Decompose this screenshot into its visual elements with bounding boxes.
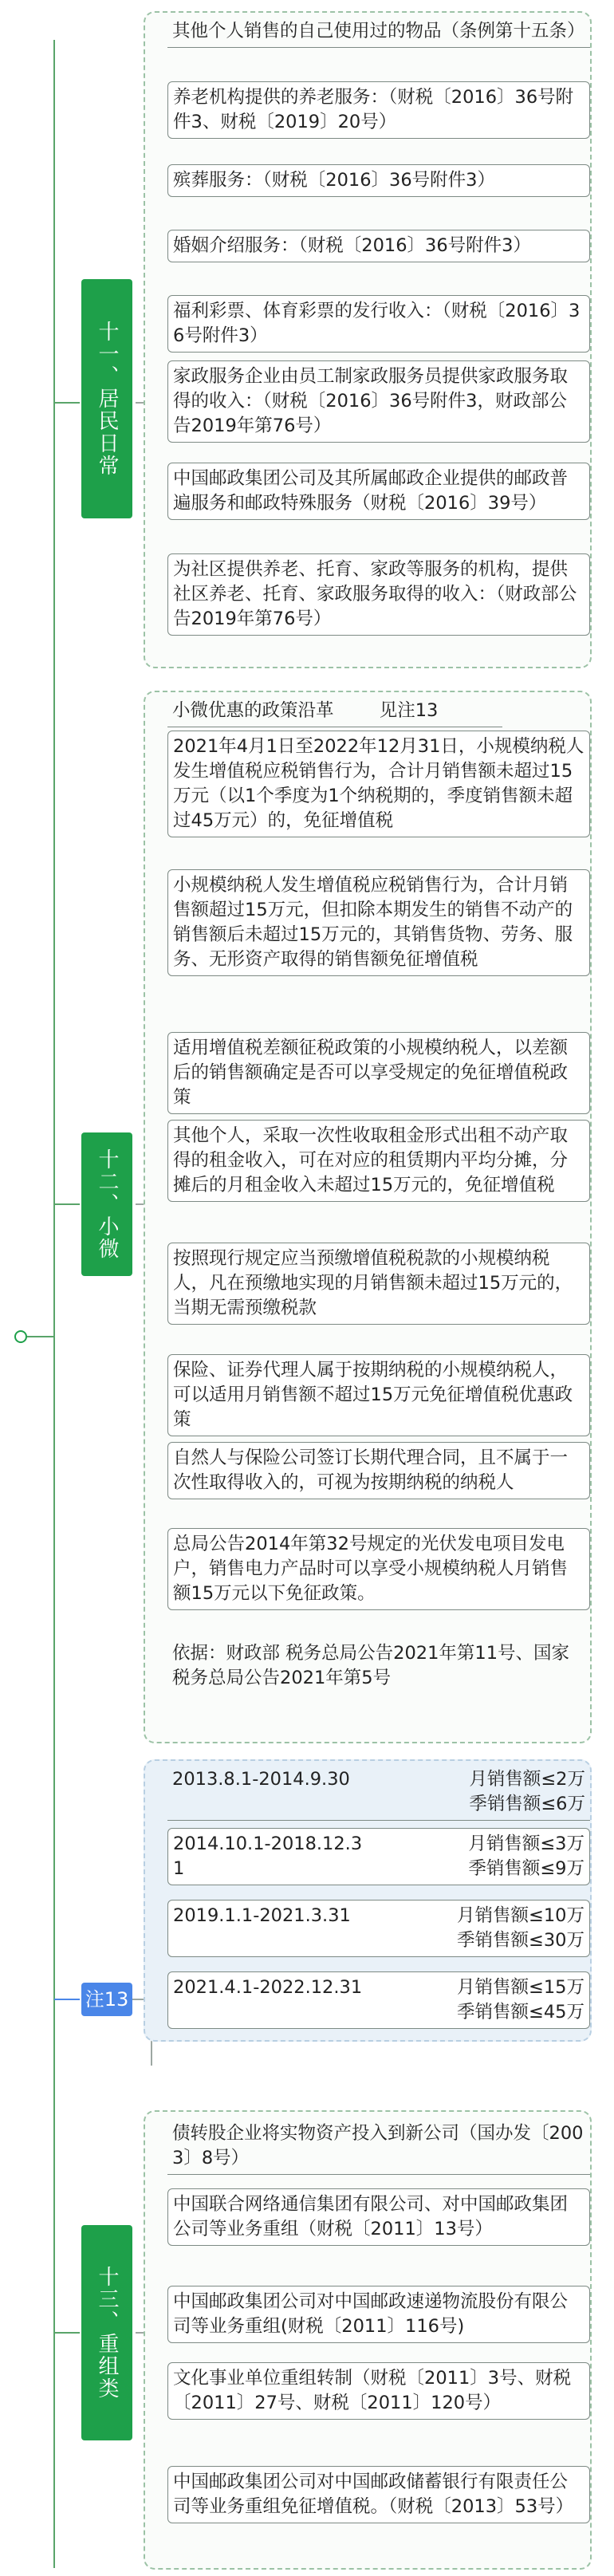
list-item: 按照现行规定应当预缴增值税税款的小规模纳税人，凡在预缴地实现的月销售额未超过15万元的，当期无需预缴税款 xyxy=(167,1243,590,1325)
list-item: 小规模纳税人发生增值税应税销售行为，合计月销售额超过15万元，但扣除本期发生的销售不动产的销售额后未超过15万元的，其销售货物、劳务、服务、无形资产取得的销售额免征增值税 xyxy=(167,869,590,976)
list-item: 中国邮政集团公司对中国邮政储蓄银行有限责任公司等业务重组免征增值税。（财税〔2013〕53号） xyxy=(167,2466,590,2523)
limits-cell: 月销售额≤15万 季销售额≤45万 xyxy=(457,1977,584,2023)
tag-section-11[interactable]: 十一、居民日常 xyxy=(81,279,132,518)
list-item: 总局公告2014年第32号规定的光伏发电项目发电户，销售电力产品时可以享受小规模纳税人月销售额15万元以下免征政策。 xyxy=(167,1528,590,1610)
list-item: 自然人与保险公司签订长期代理合同，且不属于一次性取得收入的，可视为按期纳税的纳税人 xyxy=(167,1442,590,1499)
list-item: 文化事业单位重组转制（财税〔2011〕3号、财税〔2011〕27号、财税〔2011〕120号） xyxy=(167,2362,590,2420)
list-item: 依据：财政部 税务总局公告2021年第11号、国家税务总局公告2021年第5号 xyxy=(172,1643,570,1688)
table-row xyxy=(167,1900,590,1957)
list-item: 保险、证券代理人属于按期纳税的小规模纳税人，可以适用月销售额不超过15万元免征增值税优惠政策 xyxy=(167,1354,590,1436)
list-item: 家政服务企业由员工制家政服务员提供家政服务取得的收入：（财税〔2016〕36号附件3，财政部公告2019年第76号） xyxy=(167,360,590,443)
list-item: 其他个人，采取一次性收取租金形式出租不动产取得的租金收入，可在对应的租赁期内平均分摊，分摊后的月租金收入未超过15万元的，免征增值税 xyxy=(167,1120,590,1202)
list-item: 中国邮政集团公司对中国邮政速递物流股份有限公司等业务重组(财税〔2011〕116号) xyxy=(167,2286,590,2343)
table-row xyxy=(167,1971,590,2029)
list-item: 养老机构提供的养老服务：（财税〔2016〕36号附件3、财税〔2019〕20号） xyxy=(167,81,590,139)
list-item: 为社区提供养老、托育、家政等服务的机构，提供社区养老、托育、家政服务取得的收入：（财政部公告2019年第76号） xyxy=(167,553,590,636)
list-item: 婚姻介绍服务：（财税〔2016〕36号附件3） xyxy=(167,230,590,262)
period-cell: 2013.8.1-2014.9.30 xyxy=(172,1769,350,1790)
list-item: 小微优惠的政策沿革 见注13 xyxy=(167,695,502,727)
list-item: 中国邮政集团公司及其所属邮政企业提供的邮政普遍服务和邮政特殊服务（财税〔2016〕39号） xyxy=(167,463,590,520)
list-item: 2021年4月1日至2022年12月31日，小规模纳税人发生增值税应税销售行为，合计月销售额未超过15万元（以1个季度为1个纳税期的，季度销售额未超过45万元）的，免征增值税 xyxy=(167,731,590,837)
period-cell: 2014.10.1-2018.12.31 xyxy=(173,1834,363,1879)
tag-section-13[interactable]: 十三、重组类 xyxy=(81,2225,132,2440)
list-item: 其他个人销售的自己使用过的物品（条例第十五条） xyxy=(167,16,590,48)
list-item: 中国联合网络通信集团有限公司、对中国邮政集团公司等业务重组（财税〔2011〕13号） xyxy=(167,2188,590,2246)
period-cell: 2021.4.1-2022.12.31 xyxy=(173,1977,363,1998)
list-item: 适用增值税差额征税政策的小规模纳税人，以差额后的销售额确定是否可以享受规定的免征增值税政策 xyxy=(167,1032,590,1114)
period-cell: 2019.1.1-2021.3.31 xyxy=(173,1905,351,1926)
root-node-circle[interactable] xyxy=(14,1330,27,1343)
table-row xyxy=(167,1764,590,1821)
table-row xyxy=(167,1828,590,1885)
tag-section-12[interactable]: 十二、小微 xyxy=(81,1132,132,1276)
list-item: 殡葬服务：（财税〔2016〕36号附件3） xyxy=(167,164,590,197)
list-item: 福利彩票、体育彩票的发行收入：（财税〔2016〕36号附件3） xyxy=(167,295,590,353)
tag-note-13[interactable]: 注13 xyxy=(81,1983,132,2016)
limits-cell: 月销售额≤2万 季销售额≤6万 xyxy=(469,1769,585,1814)
limits-cell: 月销售额≤3万 季销售额≤9万 xyxy=(468,1834,584,1879)
list-item: 债转股企业将实物资产投入到新公司（国办发〔2003〕8号） xyxy=(167,2118,590,2175)
limits-cell: 月销售额≤10万 季销售额≤30万 xyxy=(457,1905,584,1951)
